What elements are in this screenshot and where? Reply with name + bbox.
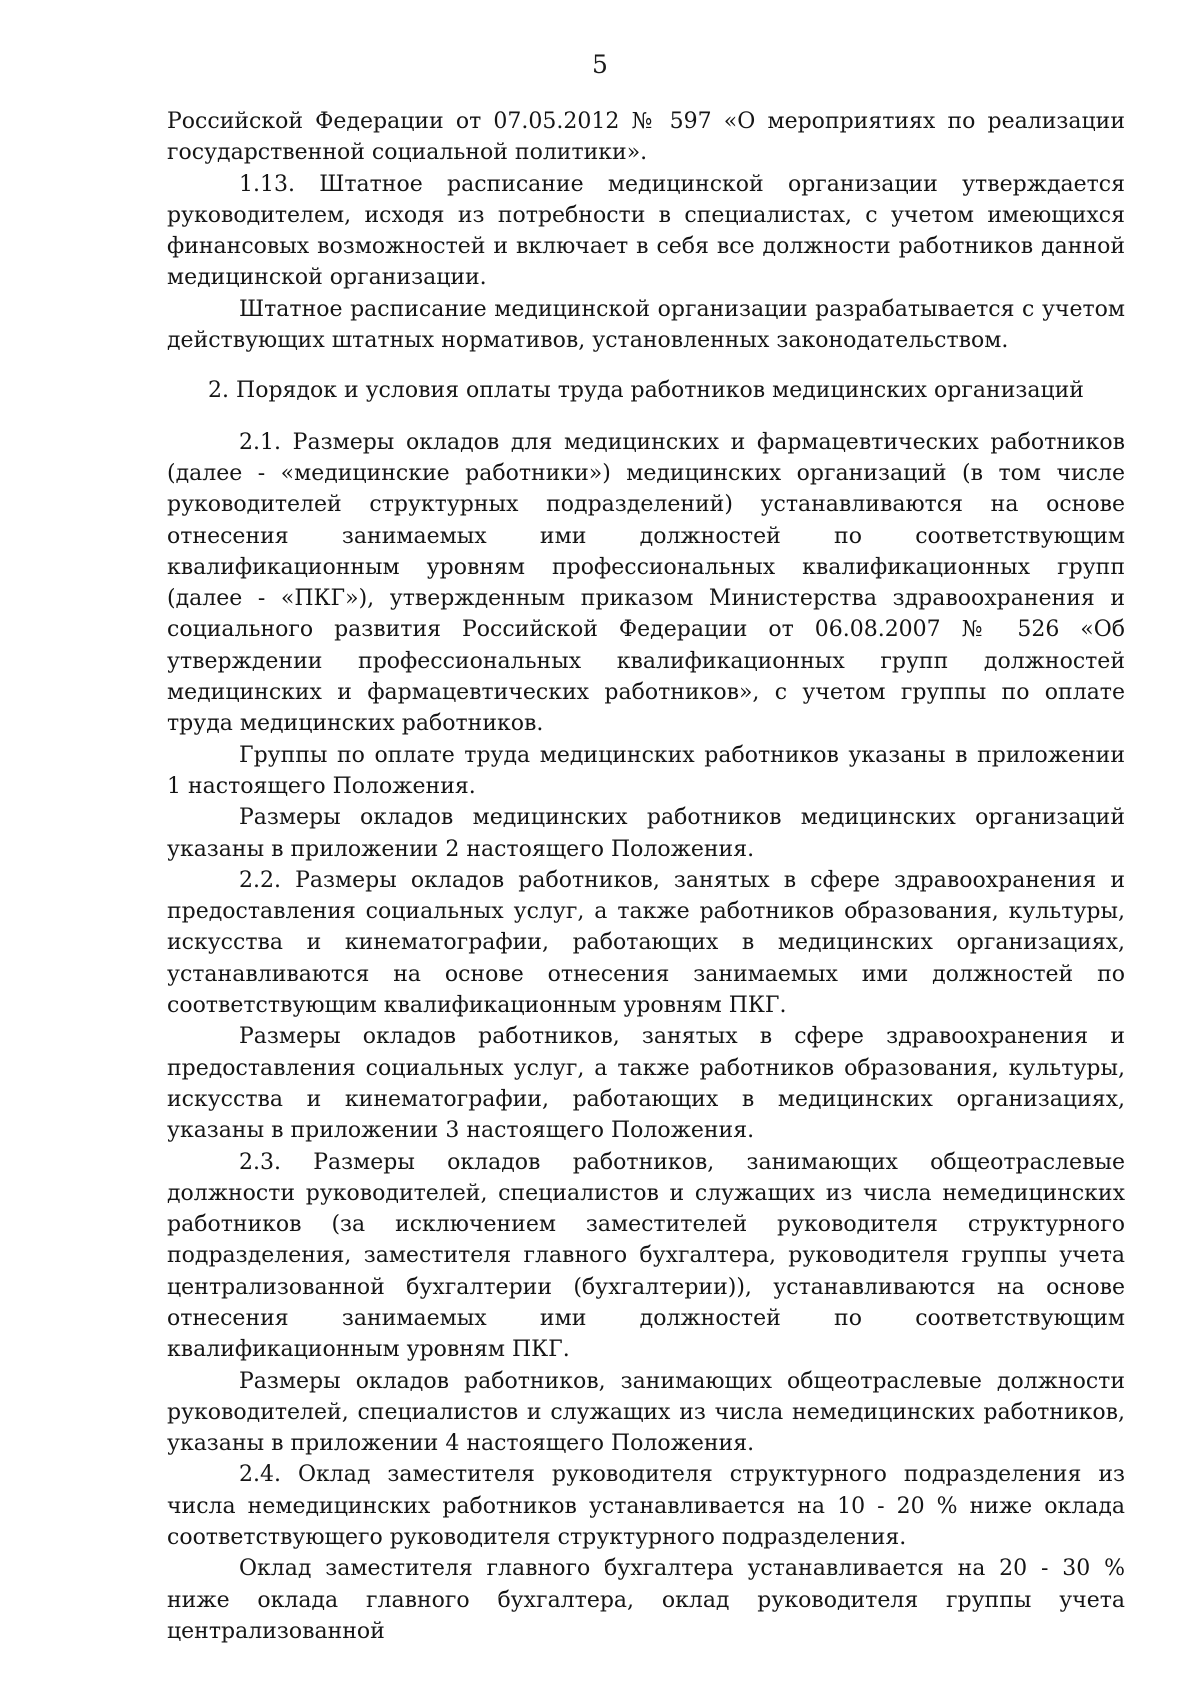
paragraph-2-2: 2.2. Размеры окладов работников, занятых в сфере здравоохранения и предоставления социальных услуг, а также работников образования, культуры, искусства и кинематографии, работающих в медицинских организациях, устанавливаются на основе отнесения занимаемых ими должностей по соответствующим квалификационным уровням ПКГ. [167,867,1125,1019]
paragraph-deputy-accountant: Оклад заместителя главного бухгалтера устанавливается на 20 - 30 % ниже оклада главного бухгалтера, оклад руководителя группы учета централизованной [167,1556,1125,1644]
paragraph-2-4: 2.4. Оклад заместителя руководителя структурного подразделения из числа немедицинских работников устанавливается на 10 - 20 % ниже оклада соответствующего руководителя структурного подразделения. [167,1462,1125,1551]
section-heading: 2. Порядок и условия оплаты труда работников медицинских организаций [208,378,1084,404]
paragraph-2-1: 2.1. Размеры окладов для медицинских и фармацевтических работников (далее - «медицинские работники») медицинских организаций (в том числе руководителей структурных подразделений) устанавливаются на основе отнесения занимаемых ими должностей по соответствующим квалификационным уровням профессиональных квалификационных групп (далее - «ПКГ»), утвержденным приказом Министерства здравоохранения и социального развития Российской Федерации от 06.08.2007 № 526 «Об утверждении профессиональных квалификационных групп должностей медицинских и фармацевтических работников», с учетом группы по оплате труда медицинских работников. [167,429,1125,737]
paragraph-staffing-standards: Штатное расписание медицинской организации разрабатывается с учетом действующих штатных нормативов, установленных законодательством. [167,296,1125,354]
paragraph-medical-salaries: Размеры окладов медицинских работников медицинских организаций указаны в приложении 2 настоящего Положения. [167,805,1125,862]
page-number: 5 [592,50,608,79]
paragraph-continuation: Российской Федерации от 07.05.2012 № 597 «О мероприятиях по реализации государственной социальной политики». [167,109,1125,166]
paragraph-1-13: 1.13. Штатное расписание медицинской организации утверждается руководителем, исходя из потребности в специалистах, с учетом имеющихся финансовых возможностей и включает в себя все должности работников данной медицинской организации. [167,171,1125,291]
paragraph-2-3: 2.3. Размеры окладов работников, занимающих общеотраслевые должности руководителей, специалистов и служащих из числа немедицинских работников (за исключением заместителей руководителя структурного подразделения, заместителя главного бухгалтера, руководителя группы учета централизованной бухгалтерии (бухгалтерии)), устанавливаются на основе отнесения занимаемых ими должностей по соответствующим квалификационным уровням ПКГ. [167,1149,1125,1363]
paragraph-other-salaries: Размеры окладов работников, занятых в сфере здравоохранения и предоставления социальных услуг, а также работников образования, культуры, искусства и кинематографии, работающих в медицинских организациях, указаны в приложении 3 настоящего Положения. [167,1024,1125,1144]
paragraph-general-salaries: Размеры окладов работников, занимающих общеотраслевые должности руководителей, специалистов и служащих из числа немедицинских работников, указаны в приложении 4 настоящего Положения. [167,1368,1125,1457]
paragraph-pay-groups: Группы по оплате труда медицинских работников указаны в приложении 1 настоящего Положения. [167,742,1125,799]
document-body [167,106,1125,1647]
